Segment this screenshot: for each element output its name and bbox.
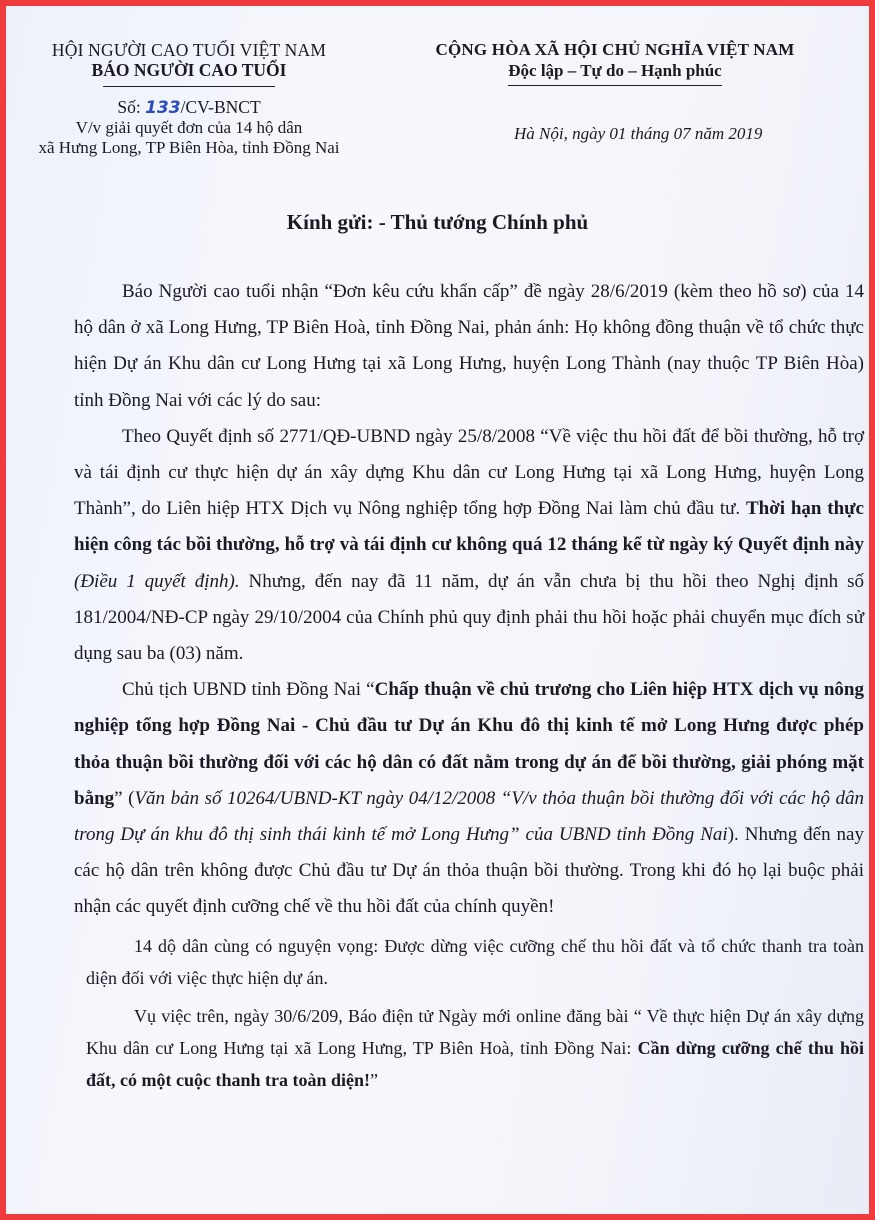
nation-title: CỘNG HÒA XÃ HỘI CHỦ NGHĨA VIỆT NAM bbox=[435, 40, 795, 59]
paragraph-4: 14 dộ dân cùng có nguyện vọng: Được dừng việc cưỡng chế thu hồi đất và tổ chức thanh tra toàn diện đối với việc thực hiện dự án. bbox=[86, 935, 864, 988]
paragraph-5-headline: Cần dừng cưỡng chế thu hồi đất, có một cuộc thanh tra toàn diện! bbox=[86, 1037, 865, 1090]
subject-line-1: V/v giải quyết đơn của 14 hộ dân bbox=[75, 118, 303, 137]
paragraph-2 bbox=[74, 419, 864, 672]
national-motto: Độc lập – Tự do – Hạnh phúc bbox=[508, 61, 722, 80]
addressee: Kính gửi: - Thủ tướng Chính phủ bbox=[286, 210, 589, 234]
paragraph-1: Báo Người cao tuổi nhận “Đơn kêu cứu khẩn cấp” đề ngày 28/6/2019 (kèm theo hồ sơ) của 14 hộ dân ở xã Long Hưng, TP Biên Hoà, tỉnh Đồng Nai, phản ánh: Họ không đồng thuận về tổ chức thực hiện Dự án Khu dân cư Long Hưng tại xã Long Hưng, huyện Long Thành (nay thuộc TP Biên Hòa) tỉnh Đồng Nai với các lý do sau: bbox=[74, 281, 864, 411]
document-reference bbox=[24, 97, 354, 118]
paragraph-3 bbox=[74, 672, 864, 925]
paragraph-5 bbox=[74, 1000, 864, 1096]
paragraph-2-text: Theo Quyết định số 2771/QĐ-UBND ngày 25/8/2008 “Về việc thu hồi đất để bồi thường, hỗ trợ và tái định cư thực hiện dự án xây dựng Khu dân cư Long Hưng tại xã Long Hưng, huyện Long Thành”, do Liên hiệp HTX Dịch vụ Nông nghiệp tổng hợp Đồng Nai làm chủ đầu tư. bbox=[74, 425, 864, 520]
national-header bbox=[390, 40, 840, 86]
motto-underline bbox=[508, 85, 722, 86]
organization-name: HỘI NGƯỜI CAO TUỔI VIỆT NAM bbox=[51, 40, 327, 60]
ref-suffix: /CV-BNCT bbox=[180, 97, 261, 117]
letter-body bbox=[74, 274, 864, 1096]
document-page bbox=[6, 6, 869, 1214]
document-date: Hà Nội, ngày 01 tháng 07 năm 2019 bbox=[514, 124, 763, 143]
subject-line-2: xã Hưng Long, TP Biên Hòa, tỉnh Đồng Nai bbox=[38, 138, 340, 157]
handwritten-ref-number: 133 bbox=[145, 98, 181, 118]
paragraph-3-quote: Chấp thuận về chủ trương cho Liên hiệp HTX dịch vụ nông nghiệp tổng hợp Đồng Nai - Chủ đầu tư Dự án Khu đô thị kinh tế mở Long Hưng được phép thỏa thuận bồi thường đối với các hộ dân có đất nằm trong dự án để bồi thường, giải phóng mặt bằng bbox=[74, 679, 864, 809]
header-underline bbox=[103, 86, 275, 87]
paragraph-2-emphasis: Thời hạn thực hiện công tác bồi thường, hỗ trợ và tái định cư không quá 12 tháng kể từ ngày ký Quyết định này bbox=[74, 498, 864, 556]
paragraph-3-punct: ” ( bbox=[114, 787, 135, 809]
paragraph-3-continuation: ). Nhưng đến nay các hộ dân trên không được Chủ đầu tư Dự án thỏa thuận bồi thường. Trong khi đó họ lại buộc phải nhận các quyết định cưỡng chế về thu hồi đất của chính quyền! bbox=[74, 824, 864, 918]
paragraph-5-close-quote: ” bbox=[370, 1069, 378, 1090]
paragraph-3-text: Chủ tịch UBND tỉnh Đồng Nai “ bbox=[122, 679, 375, 701]
paragraph-2-continuation: Nhưng, đến nay đã 11 năm, dự án vẫn chưa bị thu hồi theo Nghị định số 181/2004/NĐ-CP ngày 29/10/2004 của Chính phủ quy định phải thu hồi hoặc phải chuyển mục đích sử dụng sau ba (03) năm. bbox=[74, 570, 864, 665]
ref-prefix: Số: bbox=[117, 97, 146, 117]
issuer-header bbox=[24, 40, 354, 158]
newspaper-name: BÁO NGƯỜI CAO TUỔI bbox=[91, 60, 287, 80]
paragraph-3-citation: Văn bản số 10264/UBND-KT ngày 04/12/2008 “V/v thỏa thuận bồi thường đối với các hộ dân trong Dự án khu đô thị sinh thái kinh tế mở Long Hưng” của UBND tỉnh Đồng Nai bbox=[74, 787, 865, 846]
paragraph-5-text: Vụ việc trên, ngày 30/6/209, Báo điện tử Ngày mới online đăng bài “ Về thực hiện Dự án xây dựng Khu dân cư Long Hưng tại xã Long Hưng, TP Biên Hoà, tỉnh Đồng Nai: bbox=[86, 1005, 864, 1058]
paragraph-2-citation: (Điều 1 quyết định). bbox=[74, 570, 240, 592]
